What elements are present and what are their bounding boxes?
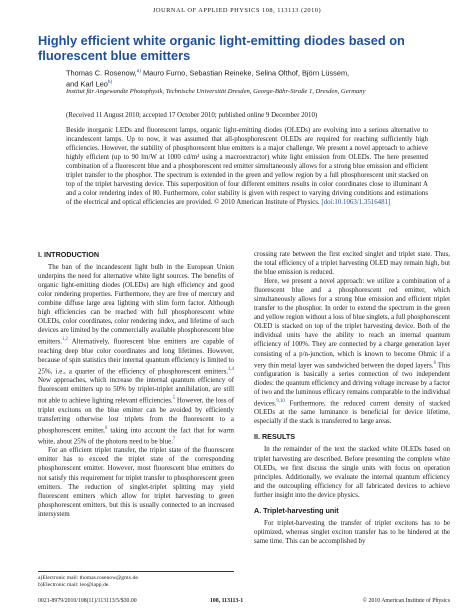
ref-8[interactable]: 8 <box>433 360 436 366</box>
results-paragraph-2: For triplet-harvesting the transfer of triplet excitons has to be optimized, whereas singlet exciton transfer has to be hindered at the same time. This can be accomplished by <box>254 519 450 545</box>
affiliation: Institut für Angewandte Photophysik, Technische Universität Dresden, George-Bähr-Straße 1, Dresden, Germany <box>66 88 366 95</box>
abstract-text: Beside inorganic LEDs and fluorescent lamps, organic light-emitting diodes (OLEDs) are evolving into a serious alternative to incandescent lamps. Up to now, it was assumed that all-phosphorescent OLEDs are required for reaching sufficiently high efficiencies. However, the stability of phosphorescent blue emitters is a major challenge. We present a novel approach to achieve highly efficient (up to 90 lm/W at 1000 cd/m² using a macroextractor) white light emission from OLEDs. The here presented combination of a fluorescent blue and a phosphorescent red emitter simultaneously allows for a strong blue emission and efficient triplet transfer to the phosphor. The spectrum is extended in the green and yellow region by a full phosphorescent unit stacked on top of the triplet harvesting device. This superposition of four different emitters results in color coordinates close to illuminant A and a color rendering index of 80. Furthermore, color stability is given with respect to varying driving conditions and estimations of the electrical and optical efficiencies are provided. © 2010 American Institute of Physics. <box>66 127 428 207</box>
footnote-a: a)Electronic mail: thomas.rosenow@gmx.de. <box>38 575 140 581</box>
ref-9-10[interactable]: 9,10 <box>276 399 285 405</box>
ref-3-4[interactable]: 3,4 <box>228 366 234 372</box>
intro-paragraph-1: The ban of the incandescent light bulb in the European Union underpins the need for alternative white light sources. The benefits of organic light-emitting diodes (OLEDs) are high efficiency and good color rendering properties. Furthermore, they are free of mercury and combine diffuse large area lighting with slim form factor. Although high efficiencies can be reached with full phosphorescent white OLEDs, color coordinates, color rendering index, and lifetime of such devices are limited by the commercially available phosphorescent blue emitters.$^{1,2}$ Alternatively, fluorescent blue emitters are capable of reaching deep blue color coordinates and long lifetimes. However, because of spin statistics their internal quantum efficiency is limited to 25%, i.e., a quarter of the efficiency of phosphorescent emitters.$^{3,4}$ New approaches, which increase the internal quantum efficiency of fluorescent emitters up to 50% by triplet-triplet annihilation, are still not able to achieve lighting relevant efficiencies.$^5$ However, the loss of triplet excitons on the blue emitter can be avoided by efficiently transferring otherwise lost triplets from the fluorescent to a phosphorescent emitter,$^6$ taking into account the fact that for warm white, about 25% of the photons need to be blue.$^7$ <box>38 264 234 446</box>
author-name-rosenow: Thomas C. Rosenow, <box>66 68 137 78</box>
ref-5[interactable]: 5 <box>172 396 176 402</box>
footnote-b: b)Electronic mail: leo@iapp.de. <box>38 582 110 589</box>
intro-paragraph-3: crossing rate between the first excited singlet and triplet state. Thus, the total efficiency of a triplet harvesting OLED may remain high, but the blue emission is reduced. <box>254 251 450 277</box>
intro-paragraph-2: For an efficient triplet transfer, the triplet state of the fluorescent emitter has to exceed the triplet state of the corresponding phosphorescent emitter. However, most fluorescent blue emitters do not satisfy this requirement for triplet transfer to phosphorescent green emitters. The reduction of singlet-triplet splitting may yield fluorescent emitters which allow for triplet harvesting to green phosphorescent emitters, but this is usually connected to an increased intersystem <box>38 447 234 518</box>
subsection-heading-triplet-harvesting: A. Triplet-harvesting unit <box>254 505 339 515</box>
running-head: JOURNAL OF APPLIED PHYSICS 108, 113113 (2010) <box>152 7 322 14</box>
footnote-marker-a[interactable]: a) <box>136 69 141 74</box>
abstract <box>66 126 428 207</box>
footnote-marker-b[interactable]: b) <box>107 80 113 86</box>
doi-link[interactable]: [doi:10.1063/1.3516481] <box>321 199 391 207</box>
author-names-coauthors: Mauro Furno, Sebastian Reineke, Selina Olthof, Björn Lüssem, <box>140 68 350 78</box>
publication-dates: (Received 11 August 2010; accepted 17 October 2010; published online 9 December 2010) <box>66 112 318 119</box>
section-heading-introduction: I. INTRODUCTION <box>38 250 100 259</box>
intro-paragraph-4: Here, we present a novel approach: we utilize a combination of a fluorescent blue and a phosphorescent red emitter, which simultaneously allows for a strong blue emission and efficient triplet transfer to the phosphor. In order to extend the spectrum in the green and yellow region without a loss of blue singlets, a full phosphorescent OLED is stacked on top of the triplet harvesting device. Both of the individual units have the ability to reach an internal quantum efficiency of 100%. They are connected by a charge generation layer consisting of a p/n-junction, which is known to become Ohmic if a very thin metal layer was sandwiched between the doped layers.$^8$ This configuration is basically a series connection of two independent diodes: the quantum efficiency and driving voltage increase by a factor of two and the luminous efficacy remains comparable to the individual devices.$^{9,10}$ Furthermore, the reduced current density of stacked OLEDs at the same luminance is beneficial for device lifetime, especially if the stack is transferred to large areas. <box>254 278 450 426</box>
footer-issn: 0021-8979/2010/108(11)/113113/5/$30.00 <box>38 598 137 604</box>
ref-6[interactable]: 6 <box>104 425 108 431</box>
footer-copyright: © 2010 American Institute of Physics <box>362 598 450 604</box>
left-column <box>38 250 234 519</box>
ref-1-2[interactable]: 1,2 <box>61 337 68 343</box>
right-column <box>254 250 450 546</box>
article-title: Highly efficient white organic light-emitting diodes based on fluorescent blue emitters <box>38 33 405 63</box>
footnotes <box>38 571 234 590</box>
ref-7[interactable]: 7 <box>172 437 176 443</box>
section-heading-results: II. RESULTS <box>254 432 295 442</box>
results-paragraph-1: In the remainder of the text the stacked white OLEDs based on triplet harvesting are described. Before presenting the complete white OLEDs, we first discuss the single units with focus on operation principles. Additionally, we evaluate the internal quantum efficiency and the outcoupling efficiency for all fabricated devices to achieve further insight into the device physics. <box>254 446 450 499</box>
author-list <box>66 67 426 90</box>
footer-page-number: 108, 113113-1 <box>210 598 244 604</box>
author-name-leo: and Karl Leo <box>66 79 108 89</box>
